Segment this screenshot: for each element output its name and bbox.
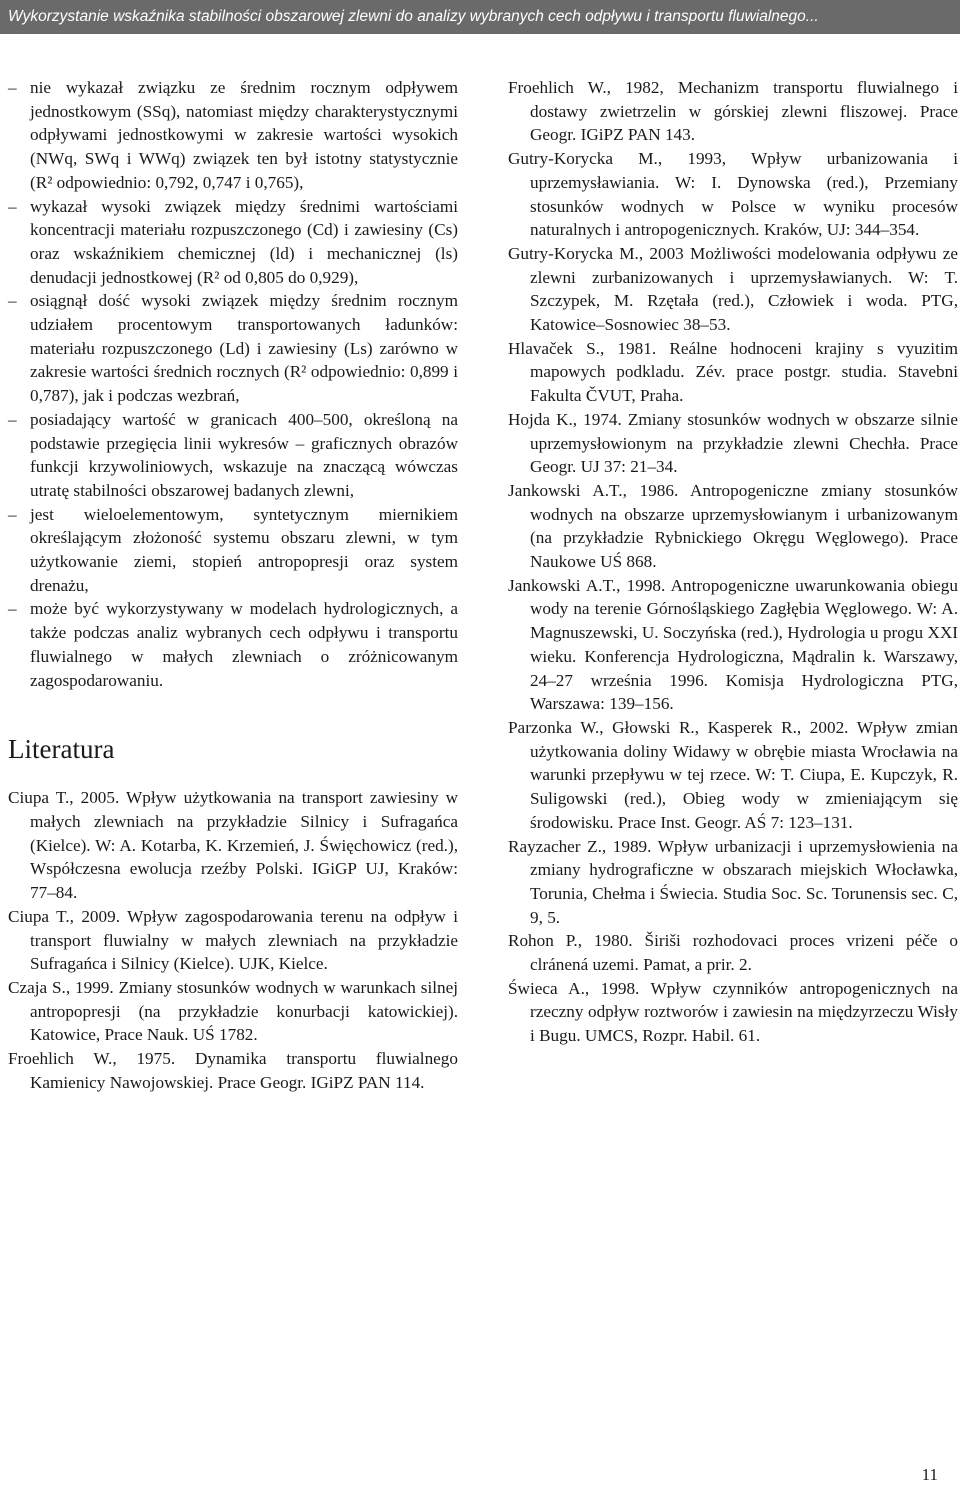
reference-entry: Hlavaček S., 1981. Reálne hodnoceni krajiny s vyuzitim mapowych podkladu. Zév. prace postgr. studia. Stavebni Fakulta ČVUT, Praha. xyxy=(508,338,958,406)
reference-entry: Gutry-Korycka M., 2003 Możliwości modelowania odpływu ze zlewni zurbanizowanych i uprzemysławianych. W: T. Szczypek, M. Rzętała (red.), Człowiek i woda. PTG, Katowice–Sosnowiec 38–53. xyxy=(508,243,958,335)
conclusion-item: – posiadający wartość w granicach 400–500, określoną na podstawie przegięcia linii wykresów – graficznych obrazów funkcji krzywoliniowych, wskazuje na znaczącą wówczas utratę stabilności obszarowej badanych zlewni, xyxy=(8,408,458,503)
references-left xyxy=(8,786,458,1094)
reference-entry: Froehlich W., 1982, Mechanizm transportu fluwialnego i dostawy zwietrzelin w górskiej zlewni fliszowej. Prace Geogr. IGiPZ PAN 143. xyxy=(508,78,958,145)
conclusion-item: – osiągnął dość wysoki związek między średnim rocznym udziałem procentowym transportowanych ładunków: materiału rozpuszczonego (Ld) i zawiesiny (Ls) zarówno w zakresie wartości średnich rocznych (R² odpowiednio: 0,899 i 0,787), jak i podczas wezbrań, xyxy=(8,289,458,408)
reference-entry: Gutry-Korycka M., 1993, Wpływ urbanizowania i uprzemysławiania. W: I. Dynowska (red.), Przemiany stosunków wodnych w Polsce w wyniku procesów naturalnych i antropogenicznych. Kraków, UJ: 344–354. xyxy=(508,149,958,240)
reference-entry: Jankowski A.T., 1986. Antropogeniczne zmiany stosunków wodnych na obszarze uprzemysłowianym i urbanizowanym (na przykładzie Rybnickiego Okręgu Węglowego). Prace Naukowe UŚ 868. xyxy=(508,480,958,572)
reference-entry: Rayzacher Z., 1989. Wpływ urbanizacji i uprzemysłowienia na zmiany hydrograficzne w obszarach miejskich Włocławka, Torunia, Chełma i Świecia. Studia Soc. Sc. Torunensis sec. C, 9, 5. xyxy=(508,836,958,927)
page-number: 11 xyxy=(921,1465,938,1484)
reference-entry: Czaja S., 1999. Zmiany stosunków wodnych w warunkach silnej antropopresji (na przykładzie konurbacji katowickiej). Katowice, Prace Nauk. UŚ 1782. xyxy=(8,977,458,1045)
conclusion-item: – wykazał wysoki związek między średnimi wartościami koncentracji materiału rozpuszczonego (Cd) i zawiesiny (Cs) oraz wskaźnikiem chemicznej (ld) i mechanicznej (ls) denudacji jednostkowej (R² od 0,805 do 0,929), xyxy=(8,195,458,290)
reference-entry: Froehlich W., 1975. Dynamika transportu fluwialnego Kamienicy Nawojowskiej. Prace Geogr. IGiPZ PAN 114. xyxy=(8,1049,458,1092)
literature-heading: Literatura xyxy=(8,734,115,765)
reference-entry: Rohon P., 1980. Širiši rozhodovaci proces vrizeni péče o clránená uzemi. Pamat, a prir. 2. xyxy=(508,931,958,975)
conclusion-item: – nie wykazał związku ze średnim rocznym odpływem jednostkowym (SSq), natomiast między charakterystycznymi odpływami jednostkowymi w zakresie wartości wysokich (NWq, SWq i WWq) związek ten był istotny statystycznie (R² odpowiednio: 0,792, 0,747 i 0,765), xyxy=(8,76,458,195)
left-column xyxy=(8,76,458,1094)
reference-entry: Ciupa T., 2009. Wpływ zagospodarowania terenu na odpływ i transport fluwialny w małych zlewniach na przykładzie Sufragańca i Silnicy (Kielce). UJK, Kielce. xyxy=(8,906,458,974)
reference-entry: Jankowski A.T., 1998. Antropogeniczne uwarunkowania obiegu wody na terenie Górnośląskiego Zagłębia Węglowego. W: A. Magnuszewski, U. Soczyńska (red.), Hydrologia u progu XXI wieku. Konferencja Hydrologiczna, Mądralin k. Warszawy, 24–27 września 1996. Komisja Hydrologiczna PTG, Warszawa: 139–156. xyxy=(508,575,958,714)
running-title: Wykorzystanie wskaźnika stabilności obszarowej zlewni do analizy wybranych cech odpływu i transportu fluwialnego... xyxy=(8,8,819,25)
conclusion-item: – jest wieloelementowym, syntetycznym miernikiem określającym złożoność systemu obszaru zlewni, w tym użytkowanie ziemi, stopień antropopresji oraz system drenażu, xyxy=(8,503,458,598)
reference-entry: Hojda K., 1974. Zmiany stosunków wodnych w obszarze silnie uprzemysłowionym na przykładzie zlewni Chechła. Prace Geogr. UJ 37: 21–34. xyxy=(508,409,958,477)
conclusions-list xyxy=(8,76,458,692)
conclusion-item: – może być wykorzystywany w modelach hydrologicznych, a także podczas analiz wybranych cech odpływu i transportu fluwialnego w małych zlewniach o zróżnicowanym zagospodarowaniu. xyxy=(8,597,458,692)
reference-entry: Świeca A., 1998. Wpływ czynników antropogenicznych na rzeczny odpływ roztworów i zawiesin na międzyrzeczu Wisły i Bugu. UMCS, Rozpr. Habil. 61. xyxy=(508,978,958,1046)
right-column xyxy=(508,76,958,1048)
reference-entry: Parzonka W., Głowski R., Kasperek R., 2002. Wpływ zmian użytkowania doliny Widawy w obrębie miasta Wrocławia na warunki przepływu w tej rzece. W: T. Ciupa, E. Kupczyk, R. Suligowski (red.), Obieg wody w zmieniającym się środowisku. Prace Inst. Geogr. AŚ 7: 123–131. xyxy=(508,717,958,832)
reference-entry: Ciupa T., 2005. Wpływ użytkowania na transport zawiesiny w małych zlewniach na przykładzie Silnicy i Sufragańca (Kielce). W: A. Kotarba, K. Krzemień, J. Święchowicz (red.), Współczesna ewolucja rzeźby Polski. IGiGP UJ, Kraków: 77–84. xyxy=(8,788,458,903)
running-header xyxy=(0,0,960,34)
